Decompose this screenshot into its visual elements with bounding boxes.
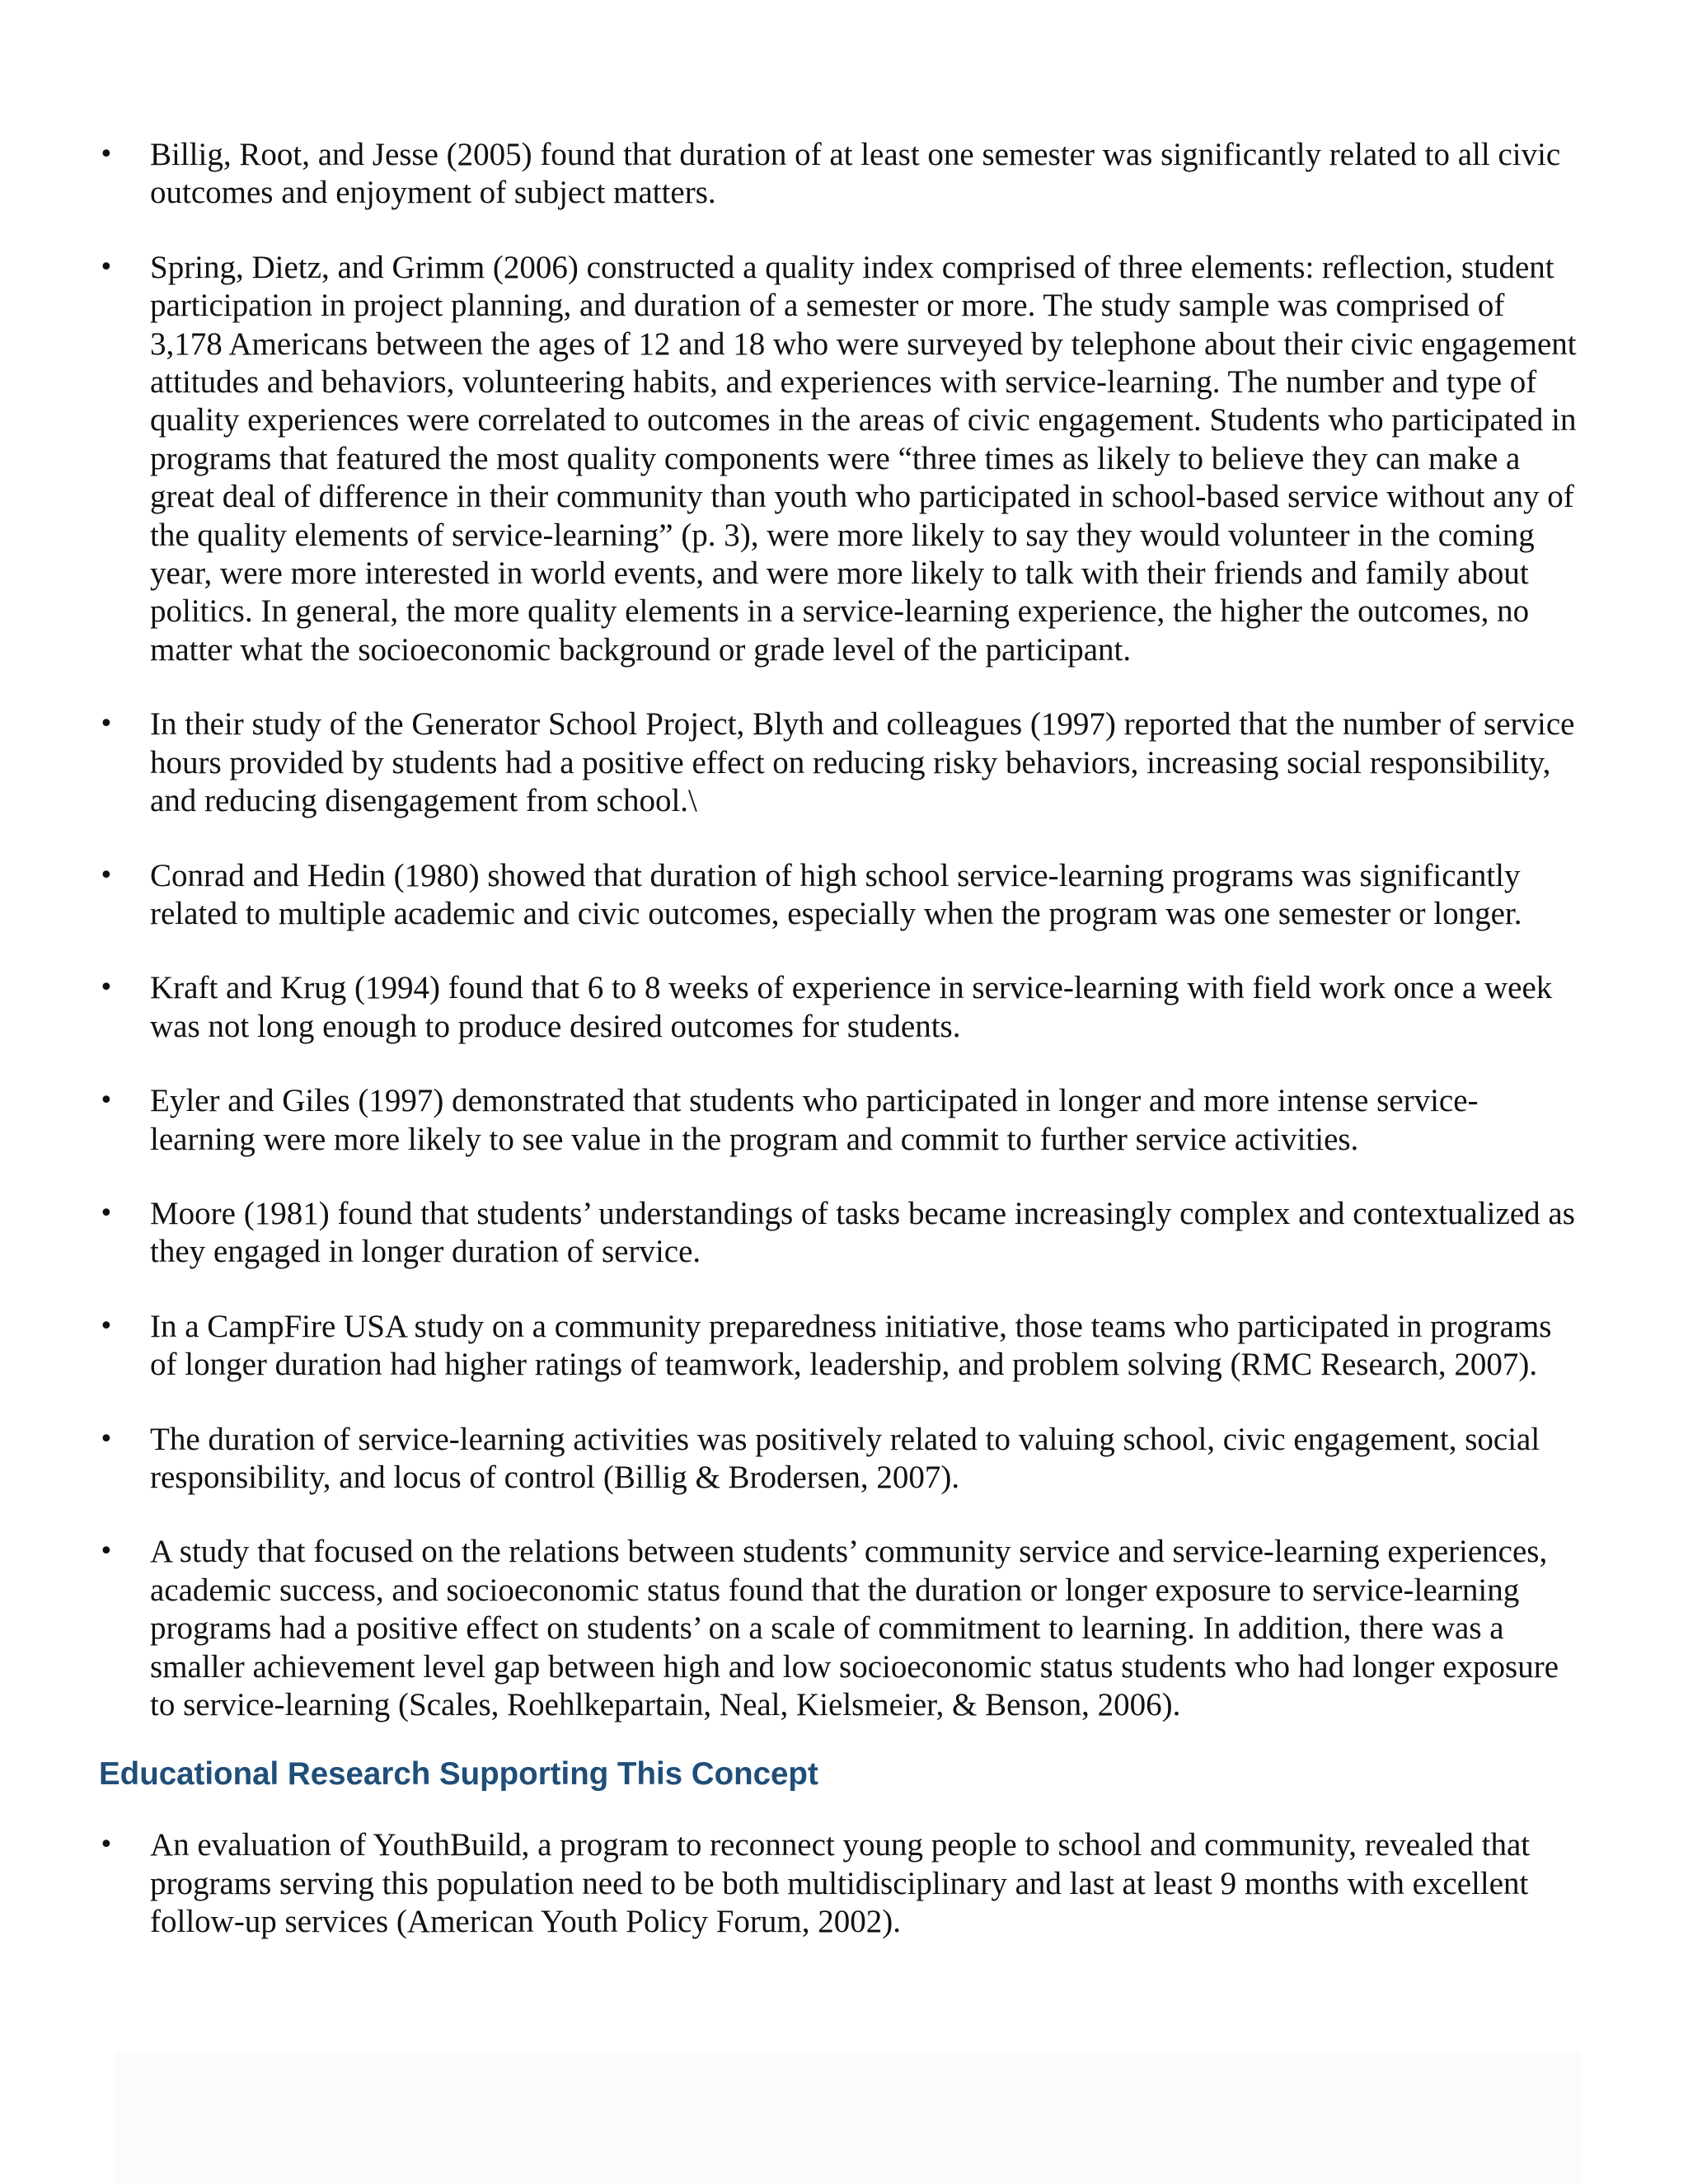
educational-research-list [99,1826,1582,1941]
section-heading: Educational Research Supporting This Concept [99,1756,818,1793]
list-item-text: The duration of service-learning activities was positively related to valuing school, civic engagement, social responsibility, and locus of control (Billig & Brodersen, 2007). [150,1421,1540,1495]
list-item-text: Spring, Dietz, and Grimm (2006) constructed a quality index comprised of three elements: reflection, student participation in project planning, and duration of a semester or more. The study sample was comprised of 3,178 Americans between the ages of 12 and 18 who were surveyed by telephone about their civic engagement attitudes and behaviors, volunteering habits, and experiences with service-learning. The number and type of quality experiences were correlated to outcomes in the areas of civic engagement. Students who participated in programs that featured the most quality components were “three times as likely to believe they can make a great deal of difference in their community than youth who participated in school-based service without any of the quality elements of service-learning” (p. 3), were more likely to say they would volunteer in the coming year, were more interested in world events, and were more likely to talk with their friends and family about politics. In general, the more quality elements in a service-learning experience, the higher the outcomes, no matter what the socioeconomic background or grade level of the participant. [150,249,1577,668]
bullet-marker: • [99,1198,114,1228]
list-item-text: Conrad and Hedin (1980) showed that duration of high school service-learning programs was significantly related to multiple academic and civic outcomes, especially when the program was one semester or longer. [150,857,1522,931]
bullet-marker: • [99,710,114,739]
bullet-marker: • [99,140,114,169]
document-content [99,136,1582,1978]
bullet-marker: • [99,1424,114,1454]
list-item [99,1421,1582,1497]
list-item-text: A study that focused on the relations between students’ community service and service-learning experiences, academic success, and socioeconomic status found that the duration or longer exposure to service-learning programs had a positive effect on students’ on a scale of commitment to learning. In addition, there was a smaller achievement level gap between high and low socioeconomic status students who had longer exposure to service-learning (Scales, Roehlkepartain, Neal, Kielsmeier, & Benson, 2006). [150,1534,1559,1722]
list-item-text: Billig, Root, and Jesse (2005) found that duration of at least one semester was significantly related to all civic outcomes and enjoyment of subject matters. [150,137,1561,211]
bullet-marker: • [99,1830,114,1860]
list-item-text: Kraft and Krug (1994) found that 6 to 8 weeks of experience in service-learning with field work once a week was not long enough to produce desired outcomes for students. [150,970,1553,1044]
list-item [99,1082,1582,1159]
list-item [99,249,1582,669]
list-item [99,705,1582,820]
list-item-text: In a CampFire USA study on a community preparedness initiative, those teams who participated in programs of longer duration had higher ratings of teamwork, leadership, and problem solving (RMC Research, 2007). [150,1308,1552,1383]
bullet-marker: • [99,1311,114,1341]
list-item [99,857,1582,934]
list-item [99,969,1582,1046]
page-bottom-shade [115,2052,1581,2184]
bullet-marker: • [99,1537,114,1567]
bullet-marker: • [99,973,114,1003]
list-item-text: An evaluation of YouthBuild, a program to reconnect young people to school and community, revealed that programs serving this population need to be both multidisciplinary and last at least 9 months with excellent follow-up services (American Youth Policy Forum, 2002). [150,1827,1531,1940]
list-item [99,1533,1582,1724]
list-item-text: Moore (1981) found that students’ understandings of tasks became increasingly complex and contextualized as they engaged in longer duration of service. [150,1195,1575,1270]
list-item [99,136,1582,213]
list-item [99,1308,1582,1385]
bullet-marker: • [99,860,114,890]
list-item [99,1826,1582,1941]
list-item-text: Eyler and Giles (1997) demonstrated that students who participated in longer and more intense service-learning were more likely to see value in the program and commit to further service activities. [150,1083,1479,1157]
bullet-marker: • [99,252,114,282]
bullet-marker: • [99,1086,114,1116]
list-item [99,1195,1582,1272]
list-item-text: In their study of the Generator School Project, Blyth and colleagues (1997) reported that the number of service hours provided by students had a positive effect on reducing risky behaviors, increasing social responsibility, and reducing disengagement from school.\ [150,706,1575,819]
research-findings-list [99,136,1582,1724]
